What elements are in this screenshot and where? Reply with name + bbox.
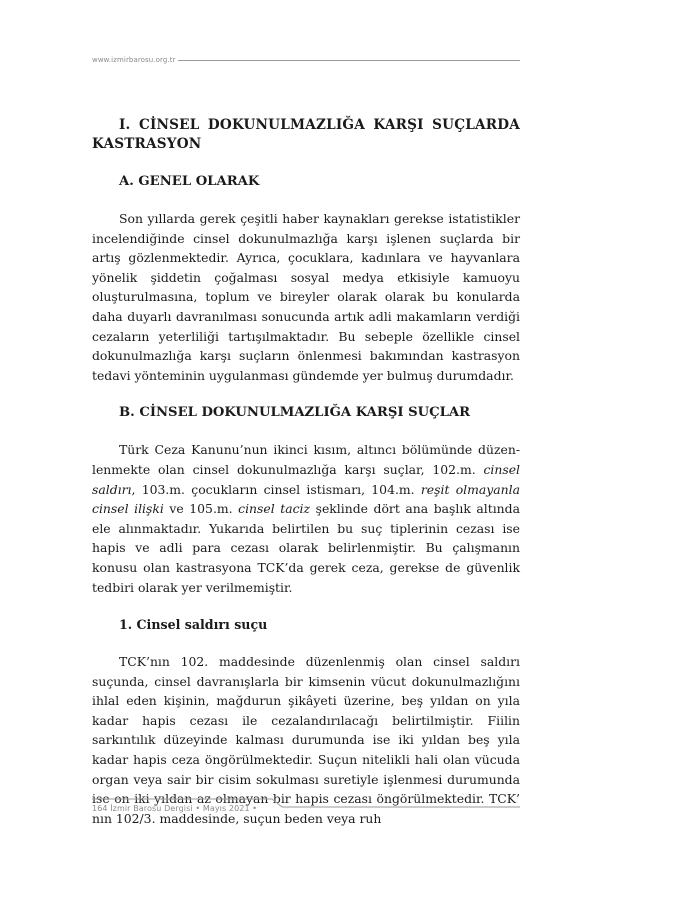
running-header bbox=[92, 54, 520, 66]
footer-text: 164 İzmir Barosu Dergisi • Mayıs 2021 • bbox=[92, 804, 258, 813]
italic-term: cinsel saldırı bbox=[92, 461, 520, 497]
italic-term: reşit olmayanla cinsel ilişki bbox=[92, 481, 520, 517]
section-heading-a: A. GENEL OLARAK bbox=[119, 174, 260, 189]
article-body bbox=[92, 116, 520, 828]
subsection-heading-1: 1. Cinsel saldırı suçu bbox=[119, 617, 268, 633]
website-url: www.izmirbarosu.org.tr bbox=[92, 56, 176, 64]
header-rule bbox=[178, 60, 520, 61]
page-footer bbox=[92, 798, 520, 820]
section-heading-b: B. CİNSEL DOKUNULMAZLIĞA KARŞI SUÇLAR bbox=[119, 405, 471, 421]
section-heading-1: I. CİNSEL DOKUNULMAZLIĞA KARŞI SUÇLARDA KASTRASYON bbox=[92, 117, 520, 152]
italic-term: cinsel taciz bbox=[238, 501, 311, 517]
paragraph-general: Son yıllarda gerek çeşitli haber kaynakları gerekse istatistikler incelendiğinde cinsel dokunulmazlığa karşı işlenen suçlarda bir artış gözlenmektedir. Ayrıca, çocuklara, kadınlara ve hayvanlara yönelik şiddetin çoğalması sosyal medya etkisiyle kamuoyu oluşturulmasına, toplum ve bireyler olarak olarak bu konularda daha duyarlı davranılması sonucunda artık adli makamların verdiği cezaların yeterliliği tartışılmaktadır. Bu sebeple özellikle cinsel dokunulmazlığa karşı suçların önlenmesi bakımından kastrasyon tedavi yönteminin uygulanması gündemde yer bulmuş durumdadır. bbox=[92, 211, 520, 383]
paragraph-sexual-assault: TCK’nın 102. maddesinde düzenlenmiş olan cinsel saldırı suçunda, cinsel davranışlarla bir kimsenin vücut dokunulmazlığını ihlal eden kişinin, mağdurun şikâyeti üzerine, beş yıldan on yıla kadar hapis cezası ile cezalandırılacağı belirtilmiştir. Fiilin sarkıntılık düzeyinde kalması durumunda ise iki yıldan beş yıla kadar hapis ceza öngörülmektedir. Suçun nitelikli hali olan vücuda organ veya sair bir cisim sokulması suretiyle işlenmesi durumunda ise on iki yıldan az olmayan bir hapis cezası öngörülmektedir. TCK’ nın 102/3. maddesinde, suçun beden veya ruh bbox=[92, 654, 520, 826]
paragraph-crimes: Türk Ceza Kanunu’nun ikinci kısım, altıncı bölümünde düzenlenmekte olan cinsel dokunulmazlığa karşı suçlar, 102.m. cinsel saldırı, 103.m. çocukların cinsel istismarı, 104.m. reşit olmayanla cinsel ilişki ve 105.m. cinsel taciz şeklinde dört ana başlık altında ele alınmaktadır. Yukarıda belirtilen bu suç tiplerinin cezası ise hapis ve adli para cezası olarak belirlenmiştir. Bu çalışmanın konusu olan kastrasyona TCK’da gerek ceza, gerekse de güvenlik tedbiri olarak yer verilmemiştir. bbox=[92, 442, 520, 595]
